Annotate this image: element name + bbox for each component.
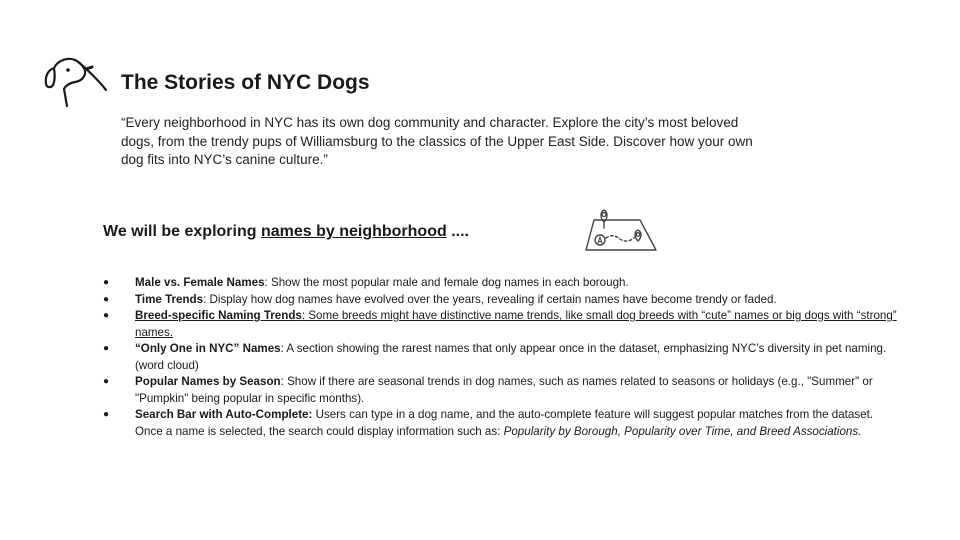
- map-route-icon: [582, 206, 660, 254]
- feature-title: “Only One in NYC” Names: [135, 342, 281, 355]
- feature-title: Popular Names by Season: [135, 375, 281, 388]
- list-item: [103, 275, 903, 292]
- bullet: ●: [103, 409, 110, 420]
- intro-quote: “Every neighborhood in NYC has its own dog community and character. Explore the city’s most beloved dogs, from the trendy pups of Williamsburg to the classics of the Upper East Side. Discover how your own dog fits into NYC’s canine culture.”: [121, 115, 753, 167]
- feature-emphasis: Popularity by Borough, Popularity over Time, and Breed Associations.: [503, 424, 862, 438]
- bullet: ●: [103, 293, 110, 305]
- list-item: [103, 374, 903, 407]
- feature-title: Male vs. Female Names: [135, 276, 265, 289]
- bullet: ●: [103, 310, 110, 321]
- feature-title: Search Bar with Auto-Complete:: [135, 408, 313, 421]
- bullet: ●: [103, 277, 110, 288]
- feature-description: : Display how dog names have evolved over the years, revealing if certain names have become trendy or faded.: [203, 292, 777, 306]
- bullet: ●: [103, 376, 110, 387]
- list-item: [103, 407, 903, 440]
- list-item: [103, 308, 903, 341]
- feature-description: Users can type in a dog name, and the auto-complete feature will suggest popular matches from the dataset. Once a name is selected, the search could display information such as:: [135, 408, 874, 438]
- names-by-neighborhood-text: names by neighborhood: [260, 223, 447, 240]
- exploring-heading-prefix: We will be exploring: [103, 223, 261, 240]
- feature-description: : A section showing the rarest names that only appear once in the dataset, emphasizing NYC’s diversity in pet naming. (word cloud): [135, 342, 887, 372]
- feature-title: Breed-specific Naming Trends: [135, 309, 302, 322]
- page-title: The Stories of NYC Dogs: [121, 71, 370, 94]
- feature-description: : Some breeds might have distinctive name trends, like small dog breeds with “cute” names or big dogs with “strong” names.: [135, 309, 897, 339]
- feature-description: : Show the most popular male and female dog names in each borough.: [264, 276, 629, 289]
- exploring-heading-suffix: ....: [446, 223, 469, 240]
- bullet: ●: [103, 343, 110, 354]
- exploring-heading: [103, 221, 469, 243]
- list-item: [103, 292, 903, 309]
- feature-description: : Show if there are seasonal trends in dog names, such as names related to seasons or holidays (e.g., "Summer" or "Pumpkin" being popular in specific months).: [135, 375, 873, 405]
- dog-head-icon: [42, 54, 110, 110]
- list-item: [103, 341, 903, 374]
- feature-list: [103, 275, 903, 440]
- feature-title: Time Trends: [135, 292, 204, 306]
